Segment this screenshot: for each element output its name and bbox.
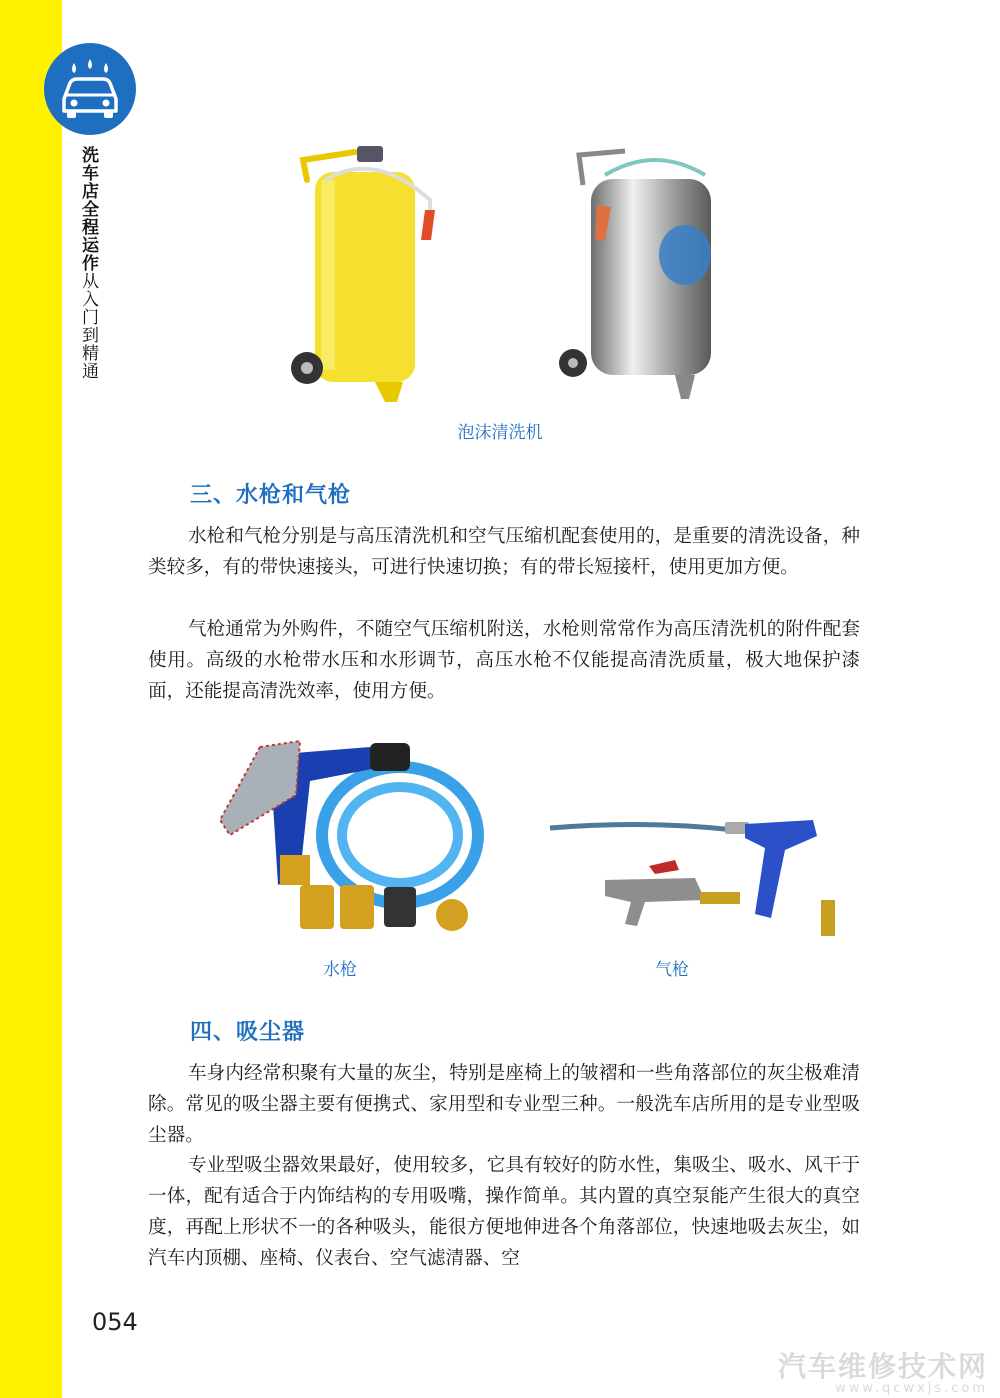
page-number: 054 xyxy=(92,1308,138,1336)
section3-paragraph-2: 气枪通常为外购件，不随空气压缩机附送，水枪则常常作为高压清洗机的附件配套使用。高级的水枪带水压和水形调节，高压水枪不仅能提高清洗质量，极大地保护漆面，还能提高清洗效率，使用方便。 xyxy=(148,619,860,702)
section3-paragraph-1: 水枪和气枪分别是与高压清洗机和空气压缩机配套使用的，是重要的清洗设备，种类较多，有的带快速接头，可进行快速切换；有的带长短接杆，使用更加方便。 xyxy=(148,526,860,578)
watermark-url: www.qcwxjs.com xyxy=(835,1381,988,1396)
book-title-bold: 洗车店全程运作 xyxy=(78,146,98,272)
air-gun-image xyxy=(545,810,845,950)
car-wash-logo xyxy=(44,43,136,135)
watermark xyxy=(778,1352,988,1396)
foam-machine-steel-image xyxy=(555,145,725,405)
foam-machine-caption: 泡沫清洗机 xyxy=(457,423,543,443)
water-gun-caption: 水枪 xyxy=(323,960,357,980)
book-title-vertical xyxy=(76,146,98,380)
section3-heading: 三、水枪和气枪 xyxy=(190,483,352,508)
car-wash-icon xyxy=(44,43,136,135)
sidebar-yellow-band xyxy=(0,0,62,1398)
section4-paragraph-1: 车身内经常积聚有大量的灰尘，特别是座椅上的皱褶和一些角落部位的灰尘极难清除。常见的吸尘器主要有便携式、家用型和专业型三种。一般洗车店所用的是专业型吸尘器。 xyxy=(148,1063,860,1146)
section4-paragraph-2: 专业型吸尘器效果最好，使用较多，它具有较好的防水性，集吸尘、吸水、风干于一体，配有适合于内饰结构的专用吸嘴，操作简单。其内置的真空泵能产生很大的真空度，再配上形状不一的各种吸头，能很方便地伸进各个角落部位，快速地吸去灰尘，如汽车内顶棚、座椅、仪表台、空气滤清器、空 xyxy=(148,1155,860,1269)
watermark-text: 汽车维修技术网 xyxy=(777,1350,988,1383)
section4-heading: 四、吸尘器 xyxy=(190,1020,306,1045)
book-title-regular: 从入门到精通 xyxy=(78,272,98,380)
foam-machine-yellow-image xyxy=(285,140,445,410)
water-gun-image xyxy=(200,725,490,945)
air-gun-caption: 气枪 xyxy=(655,960,689,980)
